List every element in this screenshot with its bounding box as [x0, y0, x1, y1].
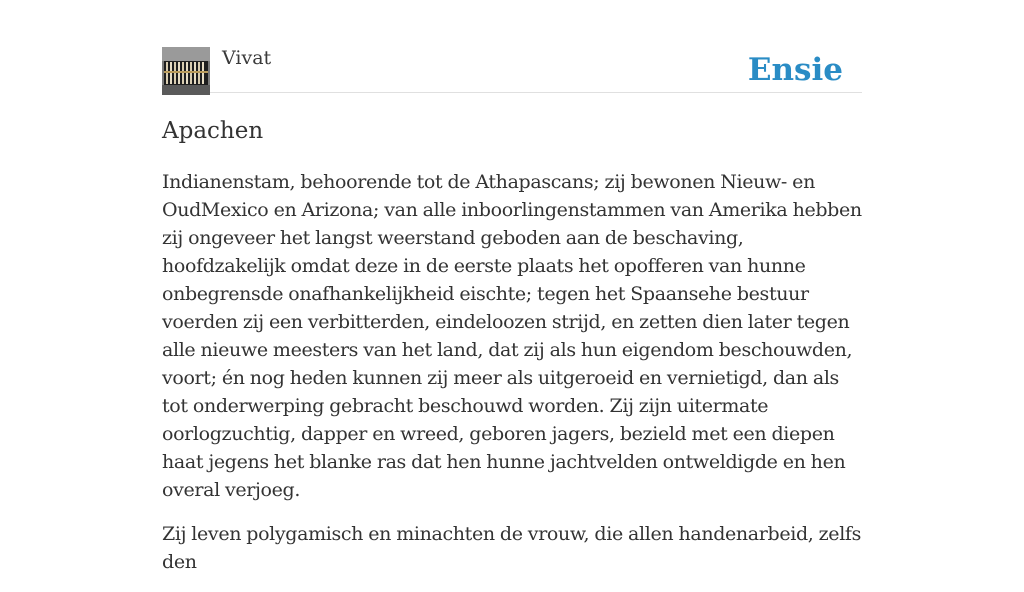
page-title: Apachen — [162, 118, 264, 144]
source-name[interactable]: Vivat — [222, 47, 272, 69]
book-spines-icon[interactable] — [162, 47, 210, 95]
article-paragraph: Indianenstam, behoorende tot de Athapascans; zij bewonen Nieuw- en OudMexico en Arizona; van alle inboorlingenstammen van Amerika hebben zij ongeveer het langst weerstand geboden aan de beschaving, hoofdzakelijk omdat deze in de eerste plaats het opofferen van hunne onbegrensde onafhankelijkheid eischte; tegen het Spaansehe bestuur voerden zij een verbitterden, eindeloozen strijd, en zetten dien later tegen alle nieuwe meesters van het land, dat zij als hun eigendom beschouwden, voort; én nog heden kunnen zij meer als uitgeroeid en vernietigd, dan als tot onderwerping gebracht beschouwd worden. Zij zijn uitermate oorlogzuchtig, dapper en wreed, geboren jagers, bezield met een diepen haat jegens het blanke ras dat hen hunne jachtvelden ontweldigde en hen overal verjoeg. — [162, 171, 862, 501]
brand-logo[interactable]: Ensie — [747, 52, 843, 88]
article-body — [162, 168, 862, 592]
article-paragraph: Zij leven polygamisch en minachten de vrouw, die allen handenarbeid, zelfs den — [162, 523, 862, 573]
header — [162, 46, 862, 93]
